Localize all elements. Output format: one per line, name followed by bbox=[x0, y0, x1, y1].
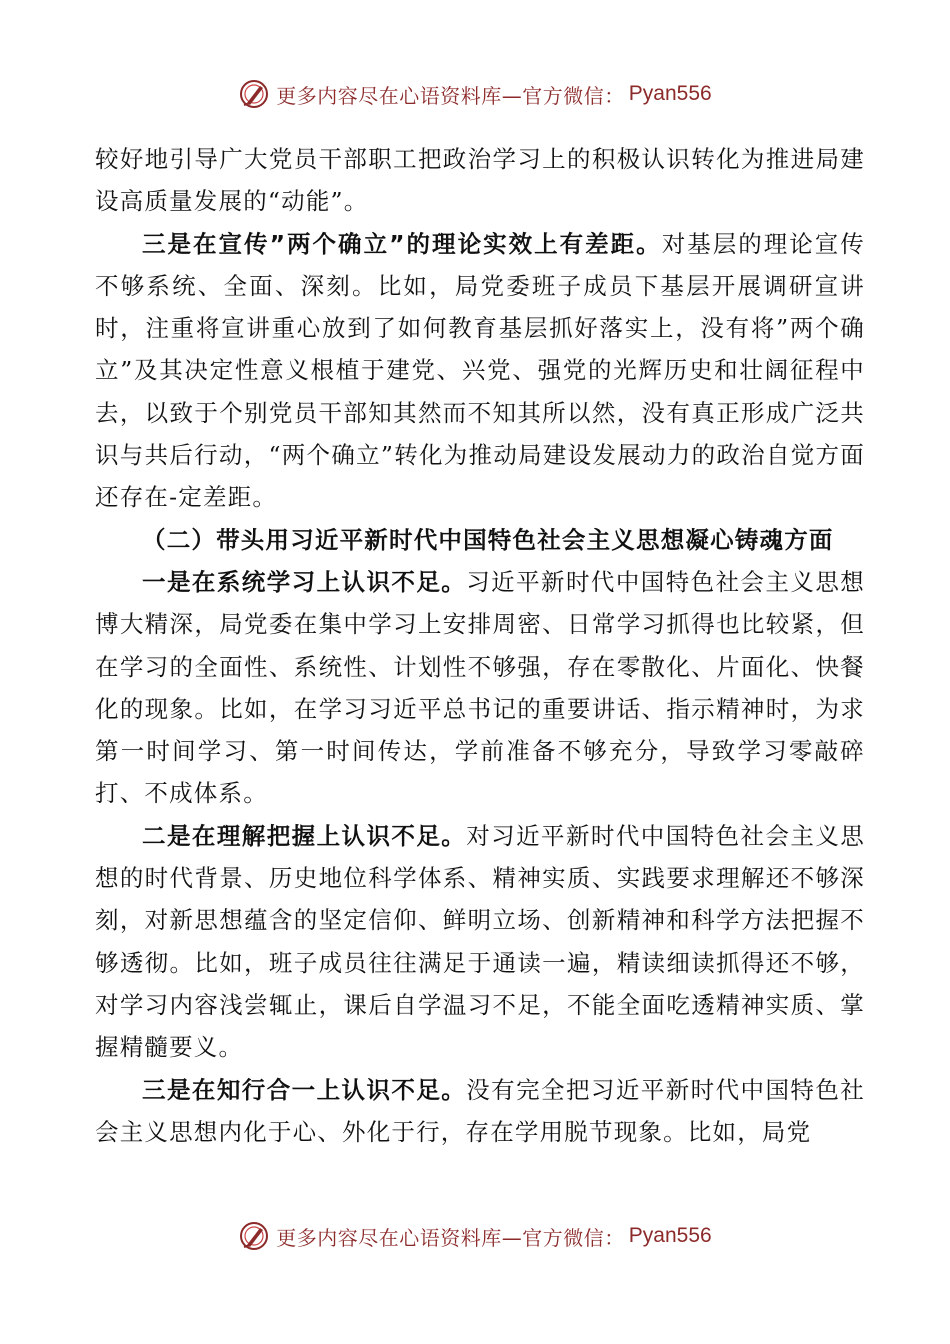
paragraph-body: 对基层的理论宣传不够系统、全面、深刻。比如，局党委班子成员下基层开展调研宣讲时，注重将宣讲重心放到了如何教育基层抓好落实上，没有将”两个确立”及其决定性意义根植于建党、兴党、强党的光辉历史和壮阔征程中去，以致于个别党员干部知其然而不知其所以然，没有真正形成广泛共识与共后行动，“两个确立”转化为推动局建设发展动力的政治自觉方面还存在-定差距。 bbox=[95, 229, 865, 512]
watermark-wechat-id: Pyan556 bbox=[628, 82, 712, 105]
paragraph-continued bbox=[95, 138, 865, 223]
pen-circle-logo-icon bbox=[238, 78, 270, 110]
paragraph-body: 较好地引导广大党员干部职工把政治学习上的积极认识转化为推进局建设高质量发展的“动能”。 bbox=[95, 145, 865, 216]
section-heading: （二）带头用习近平新时代中国特色社会主义思想凝心铸魂方面 bbox=[142, 525, 834, 554]
watermark-text: 更多内容尽在心语资料库—官方微信： bbox=[276, 83, 625, 108]
paragraph-lead: 三是在宣传”两个确立”的理论实效上有差距。 bbox=[142, 229, 662, 258]
paragraph-three-practice bbox=[95, 1069, 865, 1154]
watermark-text: 更多内容尽在心语资料库—官方微信： bbox=[276, 1225, 625, 1250]
paragraph-one-systematic bbox=[95, 561, 865, 815]
paragraph-three-propaganda bbox=[95, 223, 865, 519]
paragraph-lead: 一是在系统学习上认识不足。 bbox=[142, 567, 467, 596]
document-body bbox=[95, 138, 865, 1153]
paragraph-lead: 二是在理解把握上认识不足。 bbox=[142, 821, 467, 850]
paragraph-body: 对习近平新时代中国特色社会主义思想的时代背景、历史地位科学体系、精神实质、实践要求理解还不够深刻，对新思想蕴含的坚定信仰、鲜明立场、创新精神和科学方法把握不够透彻。比如，班子成员往往满足于通读一遍，精读细读抓得还不够，对学习内容浅尝辄止，课后自学温习不足，不能全面吃透精神实质、掌握精髓要义。 bbox=[95, 821, 866, 1062]
paragraph-two-understanding bbox=[95, 815, 865, 1069]
paragraph-lead: 三是在知行合一上认识不足。 bbox=[142, 1075, 467, 1104]
paragraph-body: 没有完全把习近平新时代中国特色社会主义思想内化于心、外化于行，存在学用脱节现象。比如，局党 bbox=[95, 1075, 866, 1146]
pen-circle-logo-icon bbox=[238, 1220, 270, 1252]
watermark-footer bbox=[0, 1216, 950, 1256]
paragraph-body: 习近平新时代中国特色社会主义思想博大精深，局党委在集中学习上安排周密、日常学习抓得也比较紧，但在学习的全面性、系统性、计划性不够强，存在零散化、片面化、快餐化的现象。比如，在学习习近平总书记的重要讲话、指示精神时，为求第一时间学习、第一时间传达，学前准备不够充分，导致学习零敲碎打、不成体系。 bbox=[95, 567, 866, 808]
watermark-wechat-id: Pyan556 bbox=[628, 1224, 712, 1247]
watermark-header bbox=[0, 74, 950, 114]
